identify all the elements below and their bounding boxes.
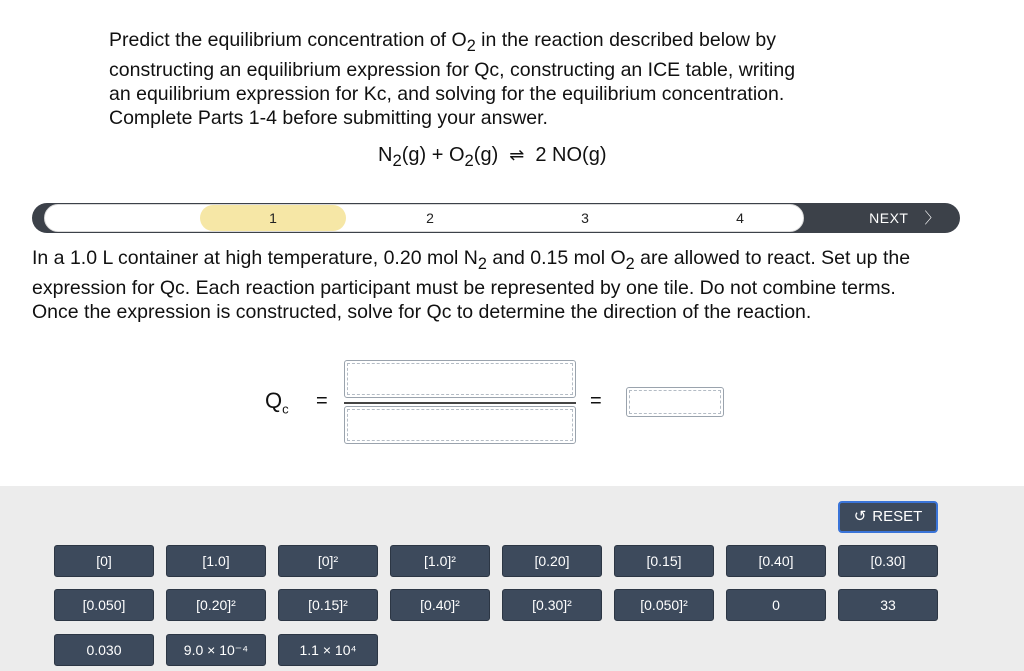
next-button[interactable] [869,203,940,233]
reactant-state: (g) [473,144,499,166]
prompt-text: Predict the equilibrium concentration of O [109,29,467,51]
tile[interactable]: [0]² [278,545,378,577]
prompt-text: Complete Parts 1-4 before submitting your answer. [109,106,548,129]
next-label: NEXT [869,210,909,226]
equilibrium-arrow-icon: ⇌ [509,145,525,165]
instruction-text: Once the expression is constructed, solve for Qc to determine the direction of the reaction. [32,300,812,323]
part-instructions [32,246,972,324]
instruction-text: and 0.15 mol O [486,247,626,269]
tile[interactable]: [0.20] [502,545,602,577]
step-2[interactable] [355,205,505,231]
qc-label [265,388,289,416]
instruction-text: are allowed to react. Set up the expression for Qc. Each reaction participant must be represented by one tile. Do not combine terms. [32,247,911,299]
tile[interactable]: 9.0 × 10⁻⁴ [166,634,266,666]
tile[interactable]: [0.050]² [614,589,714,621]
product-no: 2 NO(g) [535,144,607,166]
tile[interactable]: [0.15]² [278,589,378,621]
subscript: 2 [464,151,474,170]
step-label: 3 [581,210,589,226]
tile[interactable]: [1.0] [166,545,266,577]
tile[interactable]: [0] [54,545,154,577]
qc-answer-drop-zone[interactable] [626,387,724,417]
equals-sign: = [316,390,328,412]
question-prompt [109,28,899,130]
tile[interactable]: [0.30] [838,545,938,577]
qc-symbol: Q [265,388,283,413]
drop-zone-border [347,363,573,395]
reset-label: RESET [872,508,923,525]
numerator-drop-zone[interactable] [344,360,576,398]
reactant-n2: N [378,144,393,166]
subscript: 2 [392,151,402,170]
prompt-text: in the reaction described below by [475,29,776,51]
tile[interactable]: [0.30]² [502,589,602,621]
step-label: 4 [736,210,744,226]
reactant-o2: (g) + O [401,144,465,166]
equals-sign: = [590,390,602,412]
step-4[interactable] [665,205,815,231]
drop-zone-border [629,390,721,414]
step-1[interactable] [200,205,346,231]
tile[interactable]: 1.1 × 10⁴ [278,634,378,666]
undo-icon: ↺ [853,508,867,525]
denominator-drop-zone[interactable] [344,406,576,444]
step-label: 2 [426,210,434,226]
subscript: 2 [625,254,635,273]
subscript: c [282,401,289,417]
step-3[interactable] [510,205,660,231]
tile[interactable]: [0.20]² [166,589,266,621]
reaction-equation [378,144,606,171]
tile[interactable]: 0.030 [54,634,154,666]
tile[interactable]: [0.050] [54,589,154,621]
subscript: 2 [466,36,476,55]
tile[interactable]: 33 [838,589,938,621]
reset-button[interactable] [838,501,938,533]
step-label: 1 [269,210,277,226]
instruction-text: In a 1.0 L container at high temperature, 0.20 mol N [32,247,478,269]
tile[interactable]: 0 [726,589,826,621]
fraction-bar [344,402,576,404]
chevron-right-icon: 〉 [924,210,940,227]
tile[interactable]: [1.0]² [390,545,490,577]
subscript: 2 [477,254,487,273]
drop-zone-border [347,409,573,441]
step-track [44,204,804,232]
tile[interactable]: [0.40]² [390,589,490,621]
prompt-text: an equilibrium expression for Kc, and solving for the equilibrium concentration. [109,82,785,105]
prompt-text: constructing an equilibrium expression for Qc, constructing an ICE table, writing [109,58,796,81]
tile[interactable]: [0.15] [614,545,714,577]
step-progress-bar [32,203,960,233]
tile[interactable]: [0.40] [726,545,826,577]
